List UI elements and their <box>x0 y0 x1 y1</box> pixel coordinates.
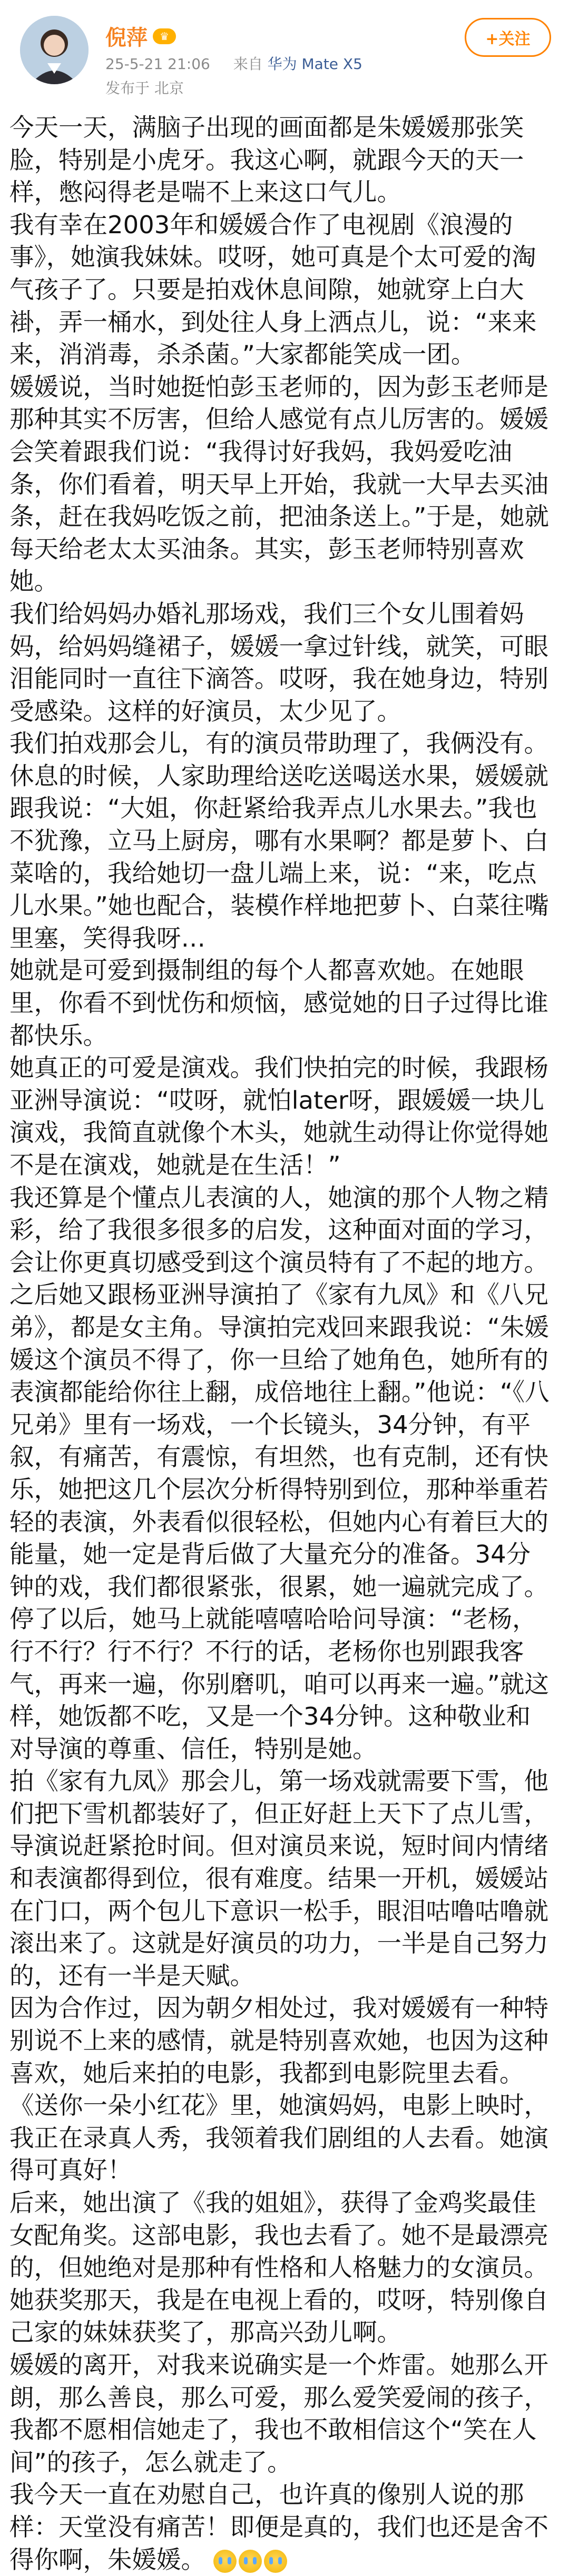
crying-emoji-icon <box>213 2550 237 2573</box>
follow-button[interactable] <box>465 18 551 57</box>
post-header <box>0 0 569 121</box>
follow-button-label[interactable]: +关注 <box>485 30 531 48</box>
avatar-portrait-icon <box>20 16 89 84</box>
author-name[interactable] <box>105 21 176 51</box>
paragraph-4: 我们给妈妈办婚礼那场戏，我们三个女儿围着妈妈，给妈妈缝裙子，媛媛一拿过针线，就笑，可眼泪能同时一直往下滴答。哎呀，我在她身边，特别受感染。这样的好演员，太少见了。 <box>9 599 548 725</box>
post-time: 25-5-21 21:06 <box>105 55 210 73</box>
avatar[interactable] <box>20 16 89 84</box>
paragraph-6: 她就是可爱到摄制组的每个人都喜欢她。在她眼里，你看不到忧伤和烦恼，感觉她的日子过得比谁都快乐。 <box>9 956 548 1050</box>
post-meta <box>105 53 362 74</box>
device-link[interactable]: 华为 Mate X5 <box>267 55 362 73</box>
paragraph-7: 她真正的可爱是演戏。我们快拍完的时候，我跟杨亚洲导演说：“哎呀，就怕later呀，跟媛媛一块儿演戏，我简直就像个木头，她就生动得让你觉得她不是在演戏，她就是在生活！” <box>9 1053 548 1179</box>
paragraph-9: 之后她又跟杨亚洲导演拍了《家有九凤》和《八兄弟》，都是女主角。导演拍完戏回来跟我说：“朱媛媛这个演员不得了，你一旦给了她角色，她所有的表演都能给你往上翻，成倍地往上翻。”他说：“《八兄弟》里有一场戏，一个长镜头，34分钟，有平叙，有痛苦，有震惊，有坦然，也有克制，还有快乐，她把这几个层次分析得特别到位，那种举重若轻的表演，外表看似很轻松，但她内心有着巨大的能量，她一定是背后做了大量充分的准备。34分钟的戏，我们都很紧张，很累，她一遍就完成了。停了以后，她马上就能嘻嘻哈哈问导演：“老杨，行不行？行不行？不行的话，老杨你也别跟我客气，再来一遍，你别磨叽，咱可以再来一遍。”就这样，她饭都不吃，又是一个34分钟。这种敬业和对导演的尊重、信任，特别是她。 <box>9 1280 550 1763</box>
paragraph-13: 媛媛的离开，对我来说确实是一个炸雷。她那么开朗，那么善良，那么可爱，那么爱笑爱闹的孩子，我都不愿相信她走了，我也不敢相信这个“笑在人间”的孩子，怎么就走了。 <box>9 2350 548 2476</box>
crying-emoji-icon <box>239 2550 262 2573</box>
post-location: 发布于 北京 <box>105 79 184 97</box>
paragraph-1: 今天一天，满脑子出现的画面都是朱媛媛那张笑脸，特别是小虎牙。我这心啊，就跟今天的天一样，憋闷得老是喘不上来这口气儿。 <box>9 113 524 207</box>
paragraph-14 <box>9 2479 552 2576</box>
paragraph-11: 因为合作过，因为朝夕相处过，我对媛媛有一种特别说不上来的感情，就是特别喜欢她，也因为这种喜欢，她后来拍的电影，我都到电影院里去看。《送你一朵小红花》里，她演妈妈，电影上映时，我正在录真人秀，我领着我们剧组的人去看。她演得可真好！ <box>9 1994 548 2185</box>
crying-emoji-icon <box>264 2550 287 2573</box>
paragraph-12: 后来，她出演了《我的姐姐》，获得了金鸡奖最佳女配角奖。这部电影，我也去看了。她不是最漂亮的，但她绝对是那种有性格和人格魅力的女演员。她获奖那天，我是在电视上看的，哎呀，特别像自己家的妹妹获奖了，那高兴劲儿啊。 <box>9 2189 548 2347</box>
author-name-text[interactable]: 倪萍 <box>105 26 148 50</box>
vip-crown-icon: ♛ <box>153 28 176 44</box>
paragraph-10: 拍《家有九凤》那会儿，第一场戏就需要下雪，他们把下雪机都装好了，但正好赶上天下了点儿雪，导演说赶紧抢时间。但对演员来说，短时间内情绪和表演都得到位，很有难度。结果一开机，媛媛站在门口，两个包儿下意识一松手，眼泪咕噜咕噜就滚出来了。这就是好演员的功力，一半是自己努力的，还有一半是天赋。 <box>9 1767 548 1990</box>
paragraph-5: 我们拍戏那会儿，有的演员带助理了，我俩没有。休息的时候，人家助理给送吃送喝送水果，媛媛就跟我说：“大姐，你赶紧给我弄点儿水果去。”我也不犹豫，立马上厨房，哪有水果啊？都是萝卜、白菜啥的，我给她切一盘儿端上来，说：“来，吃点儿水果。”她也配合，装模作样地把萝卜、白菜往嘴里塞，笑得我呀… <box>9 729 549 952</box>
paragraph-2: 我有幸在2003年和媛媛合作了电视剧《浪漫的事》，她演我妹妹。哎呀，她可真是个太可爱的淘气孩子了。只要是拍戏休息间隙，她就穿上白大褂，弄一桶水，到处往人身上洒点儿，说：“来来来，消消毒，杀杀菌。”大家都能笑成一团。 <box>9 210 537 369</box>
post-body <box>9 112 552 2576</box>
tail-emojis <box>213 2550 287 2573</box>
paragraph-8: 我还算是个懂点儿表演的人，她演的那个人物之精彩，给了我很多很多的启发，这种面对面的学习，会让你更真切感受到这个演员特有了不起的地方。 <box>9 1183 548 1277</box>
source-prefix: 来自 <box>233 55 263 73</box>
paragraph-3: 媛媛说，当时她挺怕彭玉老师的，因为彭玉老师是那种其实不厉害，但给人感觉有点儿厉害的。媛媛会笑着跟我们说：“我得讨好我妈，我妈爱吃油条，你们看着，明天早上开始，我就一大早去买油条，赶在我妈吃饭之前，把油条送上。”于是，她就每天给老太太买油条。其实，彭玉老师特别喜欢她。 <box>9 372 549 596</box>
paragraph-14-text: 我今天一直在劝慰自己，也许真的像别人说的那样：天堂没有痛苦！即便是真的，我们也还是舍不得你啊，朱媛媛。 <box>9 2480 548 2574</box>
